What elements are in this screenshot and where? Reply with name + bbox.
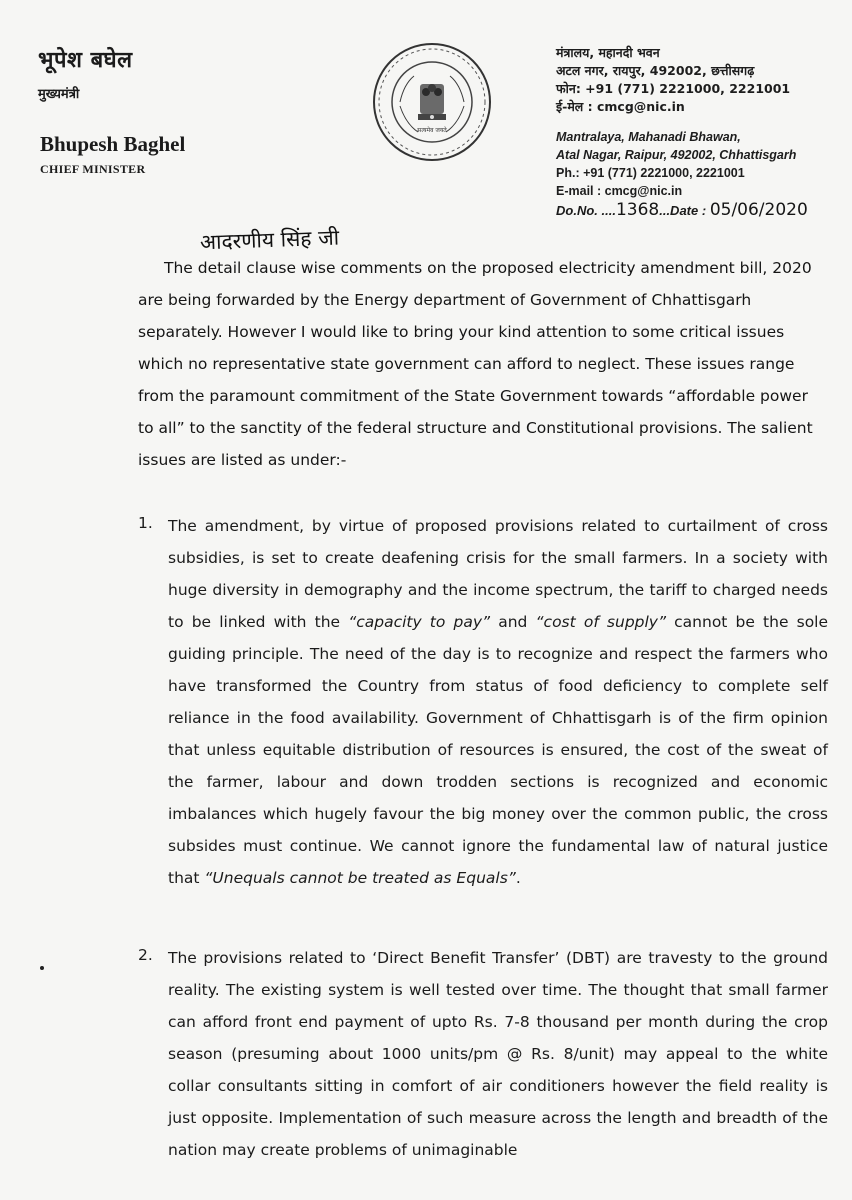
do-number: 1368 [615, 200, 660, 220]
list-item [138, 510, 828, 894]
address-english-line: E-mail : cmcg@nic.in [556, 184, 683, 198]
svg-text:सत्यमेव जयते: सत्यमेव जयते [417, 127, 447, 134]
date-label: ...Date : [659, 203, 707, 218]
intro-paragraph-text: The detail clause wise comments on the proposed electricity amendment bill, 2020 are being forwarded by the Energy department of Government of Chhattisgarh separately. However I would like to bring your kind attention to some critical issues which no representative state government can afford to neglect. These issues range from the paramount commitment of the State Government towards “affordable power to all” to the sanctity of the federal structure and Constitutional provisions. The salient issues are listed as under:- [138, 259, 813, 469]
do-label: Do.No. .... [556, 203, 616, 218]
address-english-line: Ph.: +91 (771) 2221000, 2221001 [556, 166, 745, 180]
document-number-line [556, 200, 808, 220]
intro-paragraph [138, 252, 818, 476]
stray-mark [40, 966, 44, 970]
address-hindi-line: ई-मेल : cmcg@nic.in [556, 99, 685, 114]
state-emblem-icon [370, 40, 494, 164]
list-item-text: The provisions related to ‘Direct Benefit Transfer’ (DBT) are travesty to the ground reality. The existing system is well tested over time. The thought that small farmer can afford front end payment of upto Rs. 7-8 thousand per month during the crop season (presuming about 1000 units/pm @ Rs. 8/unit) may appeal to the white collar consultants sitting in comfort of air conditioners however the field reality is just opposite. Implementation of such measure across the length and breadth of the nation may create problems of unimaginable [168, 949, 828, 1159]
list-item-number: 2. [138, 946, 153, 964]
address-hindi-line: अटल नगर, रायपुर, 492002, छत्तीसगढ़ [556, 63, 755, 78]
sender-name-hindi: भूपेश बघेल [38, 48, 133, 73]
date-value: 05/06/2020 [709, 200, 808, 220]
list-item [138, 942, 828, 1166]
address-english-line: Atal Nagar, Raipur, 492002, Chhattisgarh [556, 148, 797, 162]
sender-title-hindi: मुख्यमंत्री [38, 87, 80, 102]
list-item-number: 1. [138, 514, 153, 532]
address-english-line: Mantralaya, Mahanadi Bhawan, [556, 130, 741, 144]
sender-title-english: CHIEF MINISTER [40, 162, 146, 176]
list-item-text: The amendment, by virtue of proposed provisions related to curtailment of cross subsidies, is set to create deafening crisis for the small farmers. In a society with huge diversity in demography and the income spectrum, the tariff to charged needs to be linked with the “capacity to pay” and “cost of supply” cannot be the sole guiding principle. The need of the day is to recognize and respect the farmers who have transformed the Country from status of food deficiency to complete self reliance in the food availability. Government of Chhattisgarh is of the firm opinion that unless equitable distribution of resources is ensured, the cost of the sweat of the farmer, labour and down trodden sections is recognized and economic imbalances which hugely favour the big money over the common public, the cross subsides must continue. We cannot ignore the fundamental law of natural justice that “Unequals cannot be treated as Equals”. [168, 517, 829, 887]
handwritten-salutation: आदरणीय सिंह जी [199, 225, 340, 255]
address-hindi-line: फोन: +91 (771) 2221000, 2221001 [556, 81, 791, 96]
sender-name-english: Bhupesh Baghel [40, 132, 186, 156]
address-hindi-line: मंत्रालय, महानदी भवन [556, 45, 660, 60]
